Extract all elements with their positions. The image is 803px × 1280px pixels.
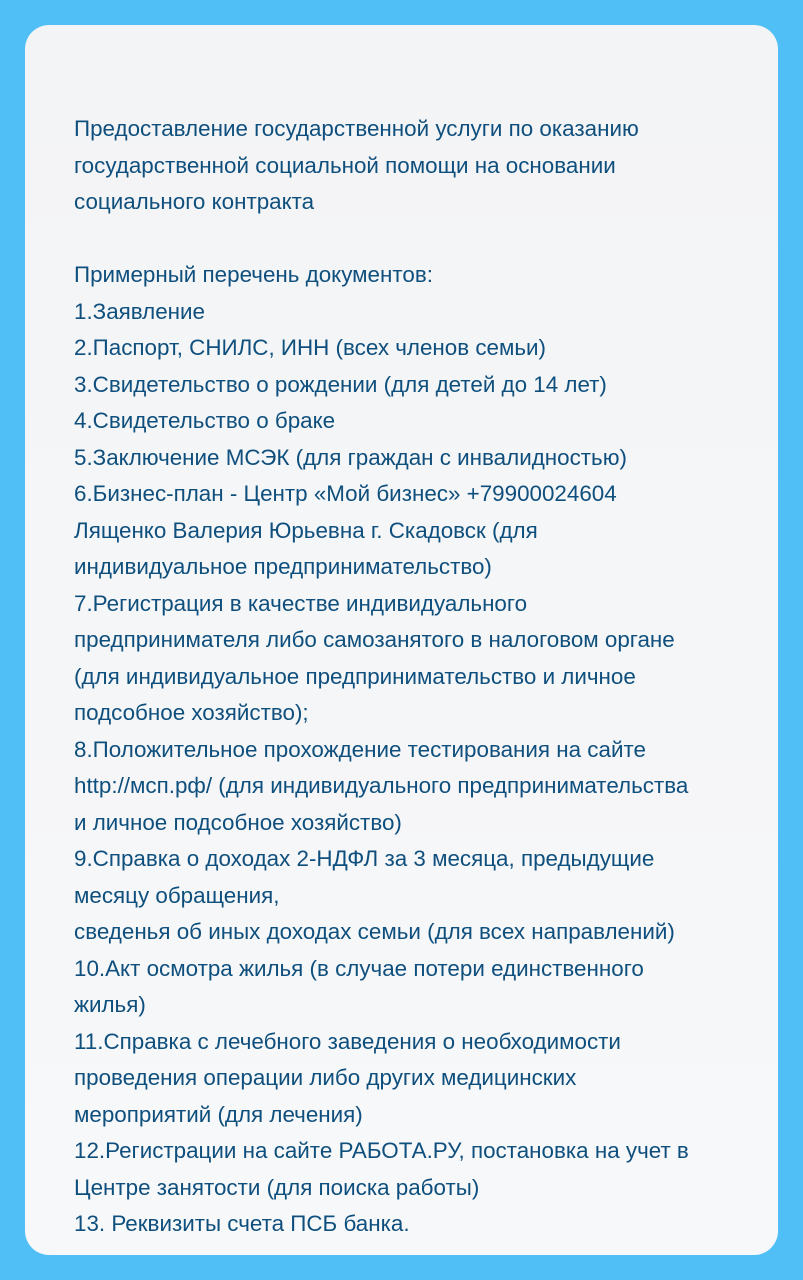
document-line: и личное подсобное хозяйство) [74,809,402,835]
document-line: 4.Свидетельство о браке [74,408,336,433]
document-line: http://мсп.рф/ (для индивидуального предпринимательства [74,773,689,798]
document-line: проведения операции либо других медицинских [74,1065,577,1090]
document-line: 10.Акт осмотра жилья (в случае потери единственного [74,955,644,981]
document-line: 6.Бизнес-план - Центр «Мой бизнес» +79900024604 [74,481,617,506]
document-card [25,25,778,1255]
document-line: 13. Реквизиты счета ПСБ банка. [74,1211,410,1236]
document-line: 9.Справка о доходах 2-НДФЛ за 3 месяца, предыдущие [74,846,655,871]
header-line: Предоставление государственной услуги по оказанию [74,116,639,141]
documents-title: Примерный перечень документов: [74,262,433,287]
document-line: 8.Положительное прохождение тестирования на сайте [74,736,646,762]
document-line: 1.Заявление [74,298,205,324]
document-line: (для индивидуальное предпринимательство и личное [74,663,636,689]
document-line: мероприятий (для лечения) [74,1101,363,1127]
document-line: жилья) [74,992,146,1017]
document-line: месяцу обращения, [74,882,280,908]
document-line: 2.Паспорт, СНИЛС, ИНН (всех членов семьи) [74,335,547,360]
header-line: социального контракта [74,189,315,214]
header-line: государственной социальной помощи на основании [74,152,616,178]
document-line: Лященко Валерия Юрьевна г. Скадовск (для [74,517,538,543]
document-line: 12.Регистрации на сайте РАБОТА.РУ, постановка на учет в [74,1138,689,1163]
document-line: 7.Регистрация в качестве индивидуального [74,590,528,616]
document-line: сведенья об иных доходах семьи (для всех направлений) [74,919,675,944]
document-line: 3.Свидетельство о рождении (для детей до 14 лет) [74,371,607,397]
paragraph-gap [74,221,748,258]
document-line: 5.Заключение МСЭК (для граждан с инвалидностью) [74,444,627,470]
document-line: подсобное хозяйство); [74,700,309,725]
document-line: индивидуальное предпринимательство) [74,554,492,579]
document-line: 11.Справка с лечебного заведения о необходимости [74,1028,621,1054]
document-line: Центре занятости (для поиска работы) [74,1174,480,1200]
document-text [74,111,748,1243]
document-line: предпринимателя либо самозанятого в налоговом органе [74,627,675,652]
